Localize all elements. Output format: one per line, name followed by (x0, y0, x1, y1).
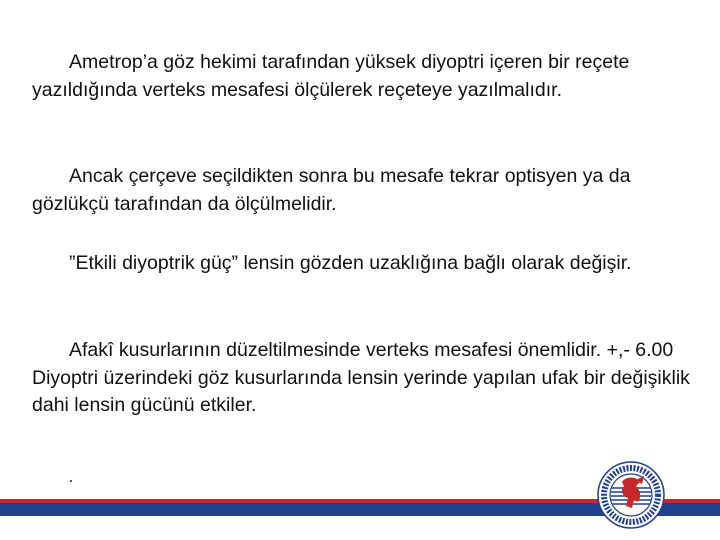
paragraph-text: Afakî kusurlarının düzeltilmesinde verteks mesafesi önemlidir. +,- 6.00 Diyoptri üzerindeki göz kusurlarında lensin yerinde yapılan ufak bir değişiklik dahi lensin gücünü etkiler. (32, 339, 690, 416)
university-seal-icon (596, 460, 666, 530)
paragraph-effective-power (32, 250, 692, 278)
paragraph-frame-measurement (32, 163, 692, 218)
small-dot (70, 480, 72, 482)
paragraph-text: Ametrop’a göz hekimi tarafından yüksek diyoptri içeren bir reçete yazıldığında verteks mesafesi ölçülerek reçeteye yazılmalıdır. (32, 51, 630, 101)
paragraph-text: ”Etkili diyoptrik güç” lensin gözden uzaklığına bağlı olarak değişir. (69, 252, 632, 274)
paragraph-vertex-prescription (32, 49, 692, 104)
paragraph-text: Ancak çerçeve seçildikten sonra bu mesafe tekrar optisyen ya da gözlükçü tarafından da ölçülmelidir. (32, 165, 631, 215)
paragraph-aphakic-correction (32, 337, 692, 420)
